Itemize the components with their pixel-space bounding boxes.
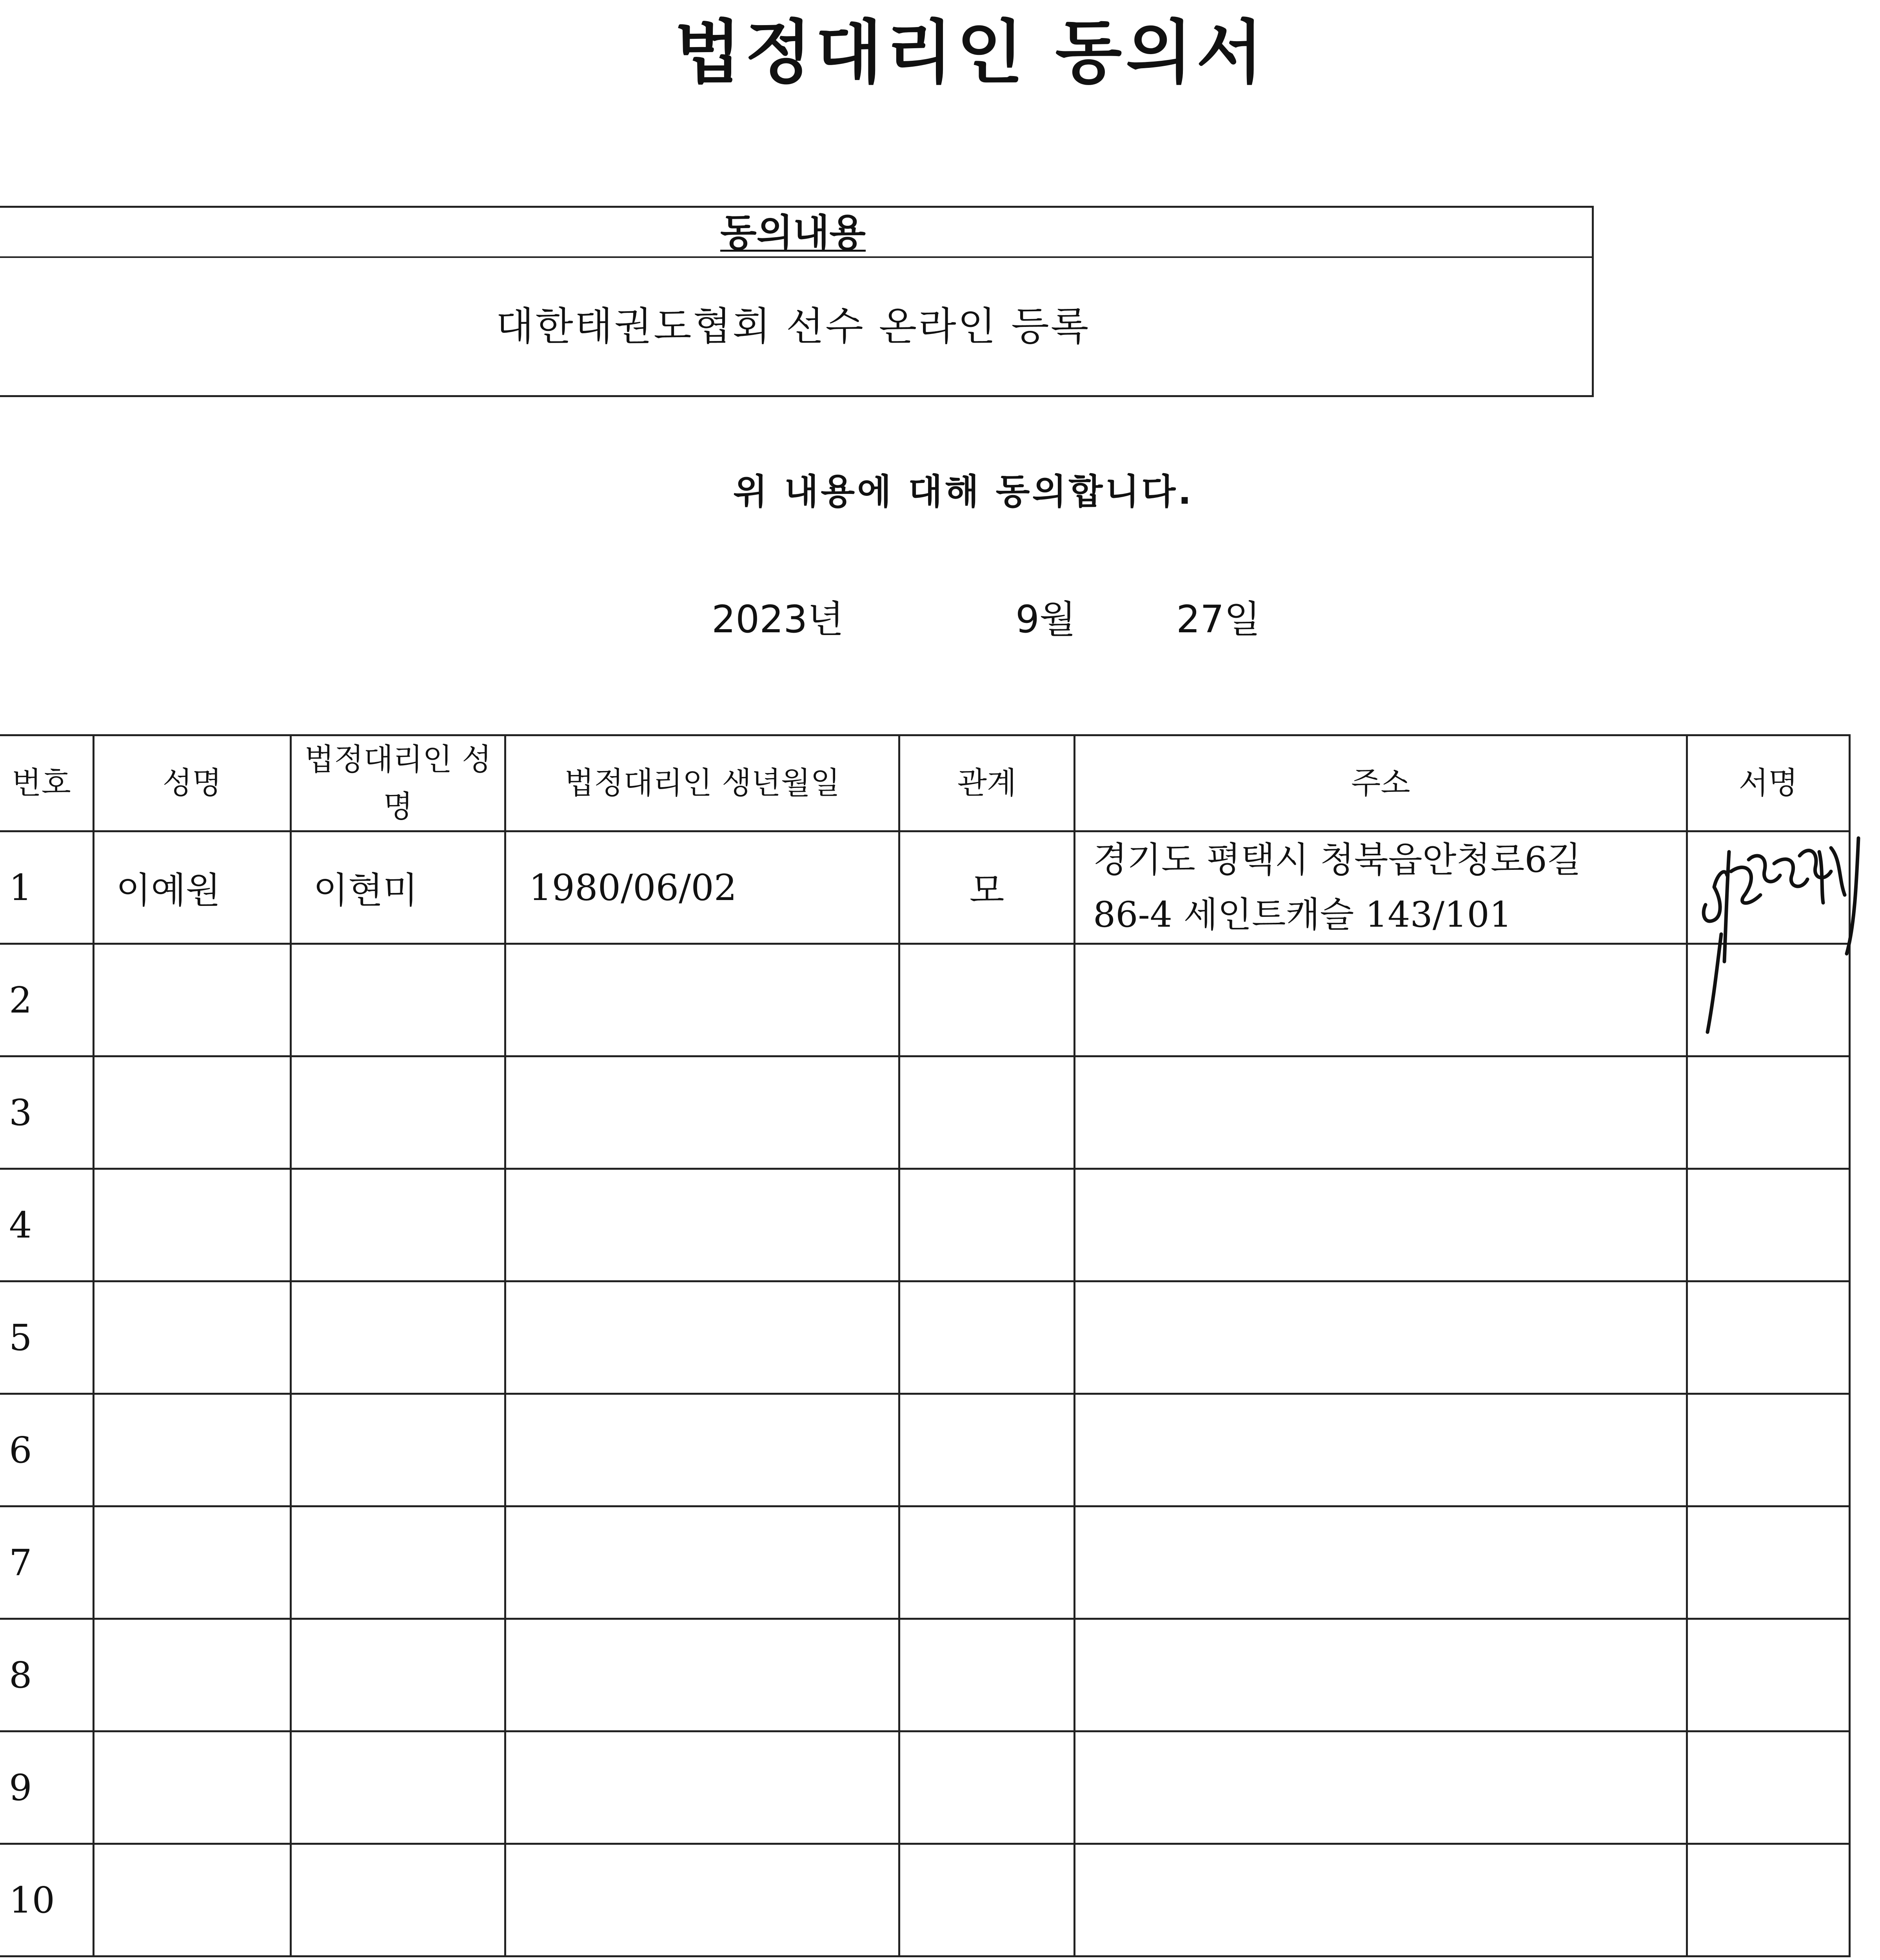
signature-cell <box>1687 1056 1850 1169</box>
guardian-birthdate-cell <box>505 1506 899 1619</box>
relation-cell <box>899 1281 1075 1394</box>
signature-cell <box>1687 1394 1850 1506</box>
player-name-cell <box>94 1506 291 1619</box>
registration-table <box>0 734 1851 1957</box>
signature-cell <box>1687 1506 1850 1619</box>
signature-cell <box>1687 1731 1850 1844</box>
signature-cell <box>1687 944 1850 1056</box>
address-cell <box>1075 944 1687 1056</box>
guardian-name-cell <box>291 1844 505 1956</box>
agreement-statement: 위 내용에 대해 동의합니다. <box>733 471 1194 512</box>
header-guardian-name: 법정대리인 성명 <box>291 735 505 831</box>
header-relation: 관계 <box>899 735 1075 831</box>
relation-cell <box>899 1844 1075 1956</box>
player-name-cell: 이예원 <box>94 831 291 944</box>
row-number-cell: 7 <box>0 1506 94 1619</box>
address-cell <box>1075 1056 1687 1169</box>
relation-cell <box>899 1394 1075 1506</box>
guardian-birthdate-cell <box>505 1394 899 1506</box>
table-row <box>0 1056 1850 1169</box>
guardian-birthdate-cell <box>505 1844 899 1956</box>
header-guardian-birth: 법정대리인 생년월일 <box>505 735 899 831</box>
relation-cell <box>899 1506 1075 1619</box>
relation-cell <box>899 1731 1075 1844</box>
guardian-name-cell <box>291 1169 505 1281</box>
header-address: 주소 <box>1075 735 1687 831</box>
address-cell <box>1075 1281 1687 1394</box>
signature-cell <box>1687 1844 1850 1956</box>
address-cell: 경기도 평택시 청북읍안청로6길 86-4 세인트캐슬 143/101 <box>1075 831 1687 944</box>
guardian-name-cell <box>291 1394 505 1506</box>
signature-cell <box>1687 1619 1850 1731</box>
row-number-cell: 6 <box>0 1394 94 1506</box>
signature-cell <box>1687 831 1850 944</box>
consent-header-label: 동의내용 <box>720 211 866 255</box>
consent-content: 대한태권도협회 선수 온라인 등록 <box>496 303 1090 349</box>
table-row <box>0 1619 1850 1731</box>
table-row <box>0 831 1850 944</box>
guardian-birthdate-cell <box>505 1731 899 1844</box>
row-number-cell: 2 <box>0 944 94 1056</box>
header-name: 성명 <box>94 735 291 831</box>
player-name-cell <box>94 1394 291 1506</box>
row-number-cell: 5 <box>0 1281 94 1394</box>
address-cell <box>1075 1506 1687 1619</box>
guardian-name-cell <box>291 1506 505 1619</box>
address-cell <box>1075 1844 1687 1956</box>
relation-cell <box>899 1169 1075 1281</box>
table-header-row <box>0 735 1850 831</box>
guardian-birthdate-cell <box>505 1281 899 1394</box>
date-month: 9월 <box>1015 597 1076 641</box>
guardian-birthdate-cell <box>505 944 899 1056</box>
table-row <box>0 1281 1850 1394</box>
signature-cell <box>1687 1169 1850 1281</box>
guardian-name-cell: 이현미 <box>291 831 505 944</box>
player-name-cell <box>94 1281 291 1394</box>
table-row <box>0 1169 1850 1281</box>
player-name-cell <box>94 1619 291 1731</box>
table-row <box>0 1844 1850 1956</box>
guardian-birthdate-cell <box>505 1056 899 1169</box>
row-number-cell: 8 <box>0 1619 94 1731</box>
guardian-name-cell <box>291 1281 505 1394</box>
player-name-cell <box>94 944 291 1056</box>
guardian-birthdate-cell <box>505 1169 899 1281</box>
document-title: 법정대리인 동의서 <box>674 13 1267 93</box>
guardian-name-cell <box>291 944 505 1056</box>
table-row <box>0 944 1850 1056</box>
guardian-name-cell <box>291 1619 505 1731</box>
table-body <box>0 831 1850 1956</box>
consent-header <box>0 208 1592 258</box>
guardian-name-cell <box>291 1731 505 1844</box>
row-number-cell: 1 <box>0 831 94 944</box>
date-day: 27일 <box>1176 597 1261 641</box>
table-row <box>0 1731 1850 1844</box>
signature-cell <box>1687 1281 1850 1394</box>
address-cell <box>1075 1619 1687 1731</box>
guardian-name-cell <box>291 1056 505 1169</box>
relation-cell <box>899 1056 1075 1169</box>
player-name-cell <box>94 1056 291 1169</box>
relation-cell: 모 <box>899 831 1075 944</box>
date-year: 2023년 <box>712 597 844 641</box>
row-number-cell: 10 <box>0 1844 94 1956</box>
relation-cell <box>899 944 1075 1056</box>
row-number-cell: 3 <box>0 1056 94 1169</box>
row-number-cell: 4 <box>0 1169 94 1281</box>
player-name-cell <box>94 1169 291 1281</box>
address-cell <box>1075 1731 1687 1844</box>
address-cell <box>1075 1394 1687 1506</box>
guardian-birthdate-cell <box>505 1619 899 1731</box>
row-number-cell: 9 <box>0 1731 94 1844</box>
header-no: 번호 <box>0 735 94 831</box>
relation-cell <box>899 1619 1075 1731</box>
consent-box <box>0 206 1594 397</box>
table-row <box>0 1394 1850 1506</box>
guardian-birthdate-cell: 1980/06/02 <box>505 831 899 944</box>
player-name-cell <box>94 1731 291 1844</box>
player-name-cell <box>94 1844 291 1956</box>
address-cell <box>1075 1169 1687 1281</box>
header-signature: 서명 <box>1687 735 1850 831</box>
table-row <box>0 1506 1850 1619</box>
